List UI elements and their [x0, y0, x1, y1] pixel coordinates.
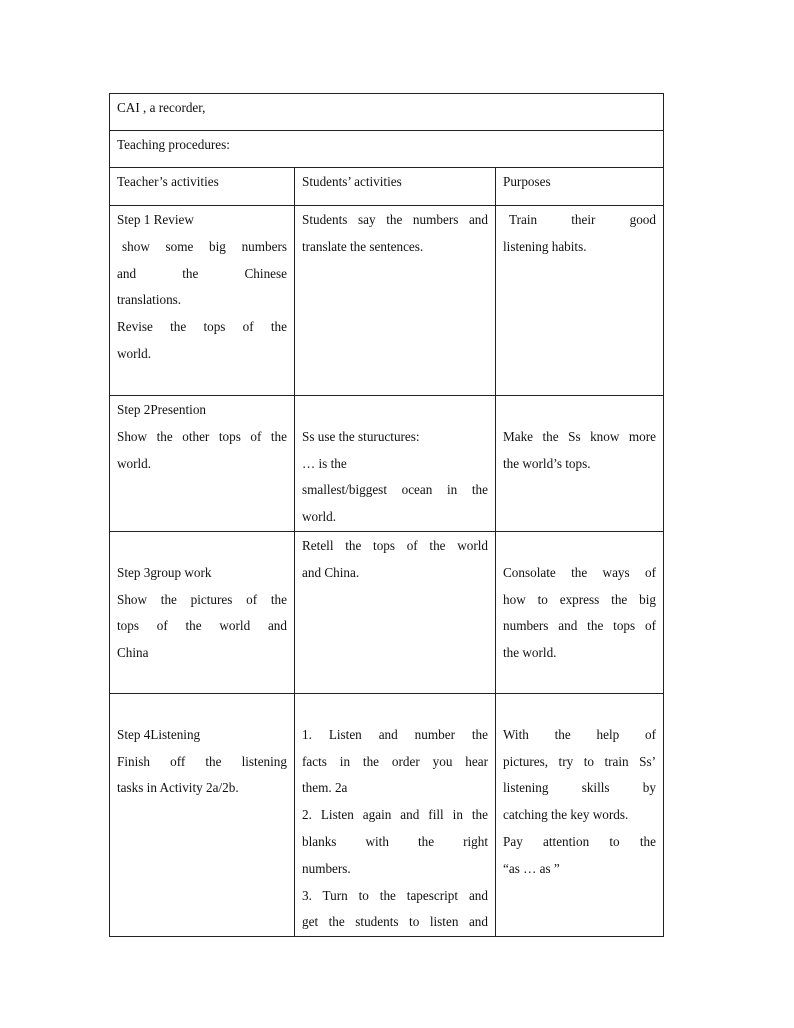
- step-4-students-line: blanks with the right: [302, 833, 488, 849]
- step-2-teacher-line: world.: [117, 455, 152, 471]
- procedures-text: Teaching procedures:: [117, 137, 230, 152]
- purposes-header: [496, 168, 664, 206]
- procedures-cell: [110, 131, 664, 168]
- step-3-purposes-line: how to express the big: [503, 591, 656, 607]
- step-4-teacher-line: tasks in Activity 2a/2b.: [117, 780, 239, 796]
- step-2-students-cell: [295, 396, 496, 532]
- step-1-row: [110, 206, 664, 396]
- step-4-students-line: 3. Turn to the tapescript and: [302, 887, 488, 903]
- step-1-teacher-line: world.: [117, 345, 152, 361]
- step-3-students-line: and China.: [302, 564, 360, 580]
- step-1-students-line: translate the sentences.: [302, 238, 424, 254]
- spacer: [503, 533, 656, 560]
- step-3-purposes-line: Consolate the ways of: [503, 564, 656, 580]
- step-4-students-line: them. 2a: [302, 780, 348, 796]
- step-4-teacher-line: Finish off the listening: [117, 753, 287, 769]
- step-1-students-line: Students say the numbers and: [302, 212, 488, 227]
- teacher-header-text: Teacher’s activities: [117, 174, 219, 189]
- step-3-title: Step 3group work: [117, 564, 212, 580]
- step-2-purposes-line: Make the Ss know more: [503, 428, 656, 444]
- step-4-purposes-line: With the help of: [503, 726, 656, 742]
- spacer: [503, 397, 656, 424]
- step-2-teacher-line: Show the other tops of the: [117, 428, 287, 444]
- spacer: [302, 695, 488, 722]
- step-4-title: Step 4Listening: [117, 726, 201, 742]
- step-3-teacher-cell: [110, 532, 295, 694]
- purposes-header-text: Purposes: [503, 174, 551, 189]
- procedures-row: [110, 131, 664, 168]
- step-4-purposes-line: pictures, try to train Ss’: [503, 753, 656, 769]
- step-4-students-line: numbers.: [302, 860, 351, 876]
- materials-row: [110, 94, 664, 131]
- materials-cell: [110, 94, 664, 131]
- step-3-purposes-cell: [496, 532, 664, 694]
- spacer: [117, 533, 287, 560]
- spacer: [503, 695, 656, 722]
- lesson-plan-table: [109, 93, 664, 937]
- step-2-purposes-line: the world’s tops.: [503, 455, 591, 471]
- step-3-teacher-line: tops of the world and: [117, 618, 287, 634]
- step-2-students-line: … is the: [302, 455, 347, 471]
- step-1-teacher-line: and the Chinese: [117, 265, 287, 281]
- step-3-teacher-line: China: [117, 645, 149, 661]
- step-4-students-line: 1. Listen and number the: [302, 726, 488, 742]
- step-4-students-line: get the students to listen and: [302, 914, 488, 930]
- step-3-purposes-line: the world.: [503, 645, 557, 661]
- step-4-purposes-line: listening skills by: [503, 780, 656, 796]
- teacher-activities-header: [110, 168, 295, 206]
- step-2-students-line: Ss use the stuructures:: [302, 428, 420, 444]
- students-activities-header: [295, 168, 496, 206]
- step-2-purposes-cell: [496, 396, 664, 532]
- step-4-purposes-cell: [496, 694, 664, 937]
- step-1-students-cell: [295, 206, 496, 396]
- step-4-teacher-cell: [110, 694, 295, 937]
- step-4-students-line: facts in the order you hear: [302, 753, 488, 769]
- materials-text: CAI , a recorder,: [117, 100, 206, 115]
- step-2-students-line: world.: [302, 509, 337, 525]
- step-1-teacher-line: translations.: [117, 292, 182, 308]
- step-1-teacher-cell: [110, 206, 295, 396]
- step-3-teacher-line: Show the pictures of the: [117, 591, 287, 607]
- step-1-teacher-line: show some big numbers: [122, 238, 287, 254]
- students-header-text: Students’ activities: [302, 174, 402, 189]
- step-1-teacher-line: Revise the tops of the: [117, 319, 287, 335]
- step-3-row: [110, 532, 664, 694]
- column-header-row: [110, 168, 664, 206]
- step-3-students-line: Retell the tops of the world: [302, 538, 488, 553]
- step-4-students-line: 2. Listen again and fill in the: [302, 807, 488, 823]
- step-1-purposes-cell: [496, 206, 664, 396]
- step-4-students-cell: [295, 694, 496, 937]
- spacer: [302, 397, 488, 424]
- step-1-purposes-line: Train their good: [509, 212, 656, 227]
- step-3-purposes-line: numbers and the tops of: [503, 618, 656, 634]
- step-4-purposes-line: Pay attention to the: [503, 833, 656, 849]
- step-2-title: Step 2Presention: [117, 402, 207, 417]
- step-2-row: [110, 396, 664, 532]
- step-3-students-cell: [295, 532, 496, 694]
- step-1-purposes-line: listening habits.: [503, 238, 587, 254]
- step-2-students-line: smallest/biggest ocean in the: [302, 482, 488, 498]
- step-4-row: [110, 694, 664, 937]
- step-1-title: Step 1 Review: [117, 212, 194, 227]
- step-4-purposes-line: catching the key words.: [503, 807, 629, 823]
- step-4-purposes-line: “as … as ”: [503, 860, 560, 876]
- spacer: [117, 695, 287, 722]
- step-2-teacher-cell: [110, 396, 295, 532]
